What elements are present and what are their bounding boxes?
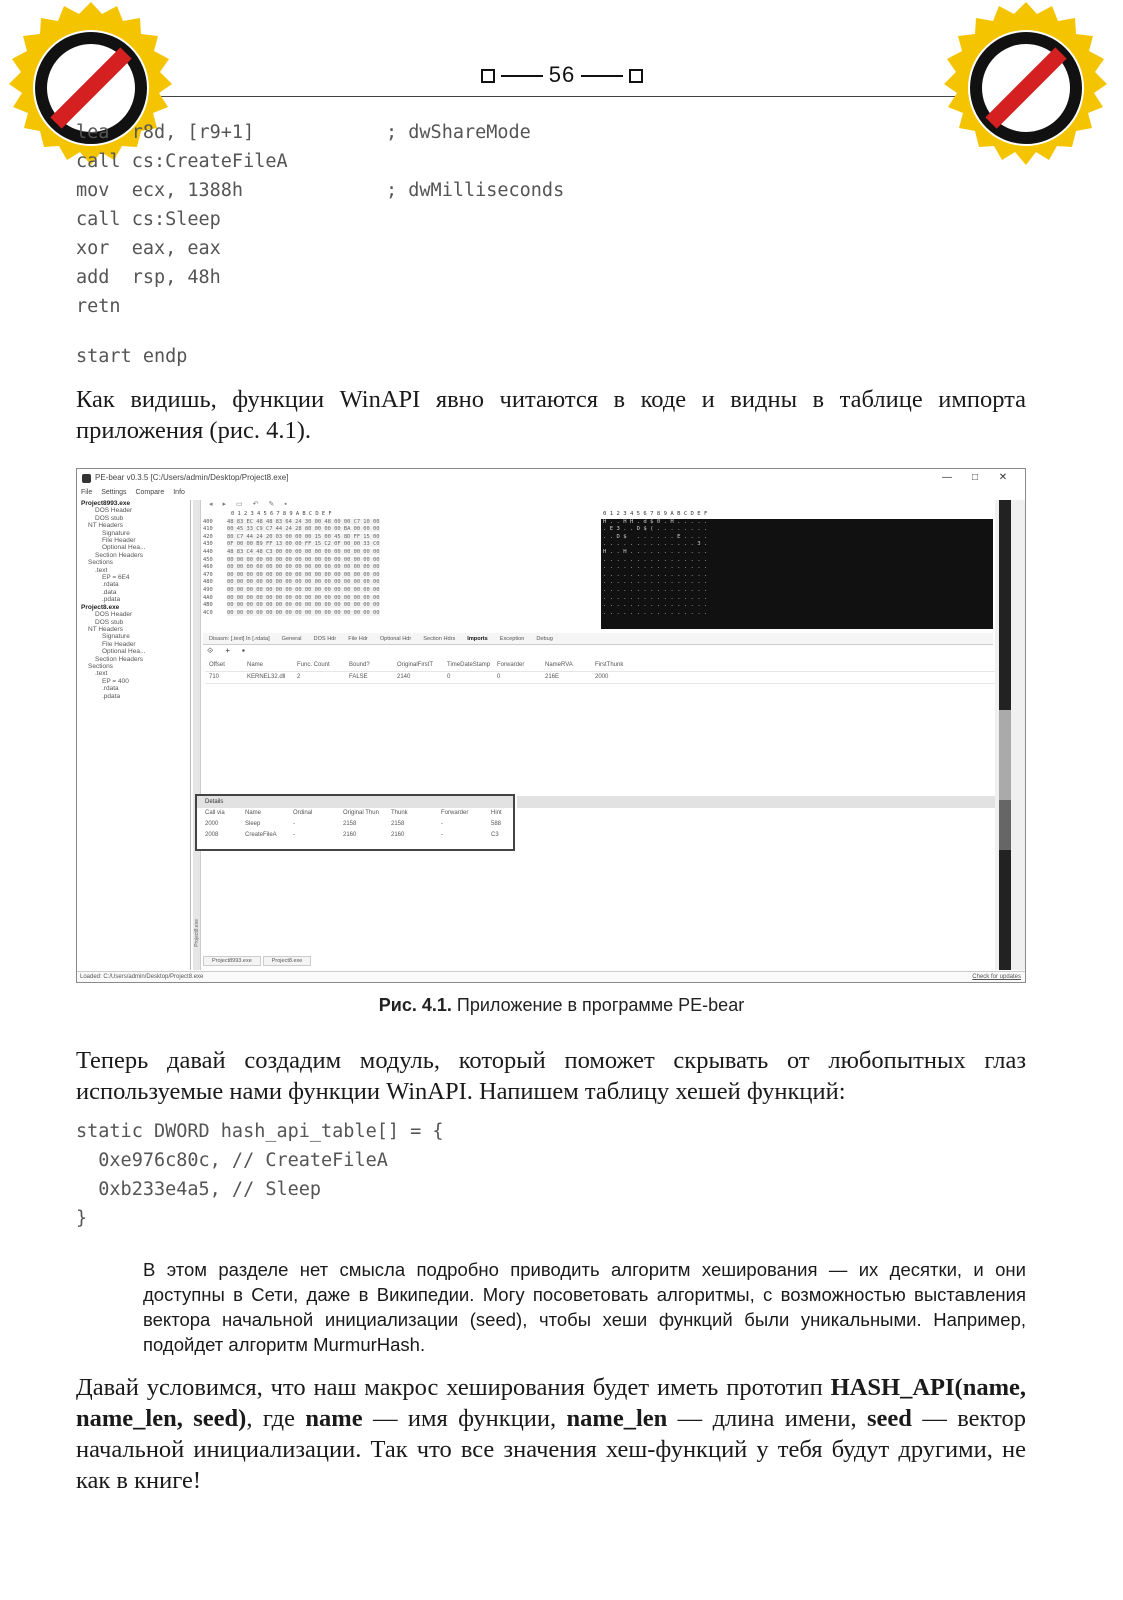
paragraph-hash-macro (76, 1372, 1026, 1496)
ascii-row: . . D $ . . . . . . E . . . . (603, 533, 708, 540)
copy-icon[interactable]: ▭ (236, 501, 243, 508)
hash-table-code (76, 1117, 444, 1233)
text-run: , где (246, 1405, 306, 1432)
imports-toolbar (207, 646, 257, 656)
table-row[interactable] (197, 830, 513, 841)
details-header-bar (517, 796, 995, 808)
section-tab[interactable]: Disasm: [.text] In [.rdata] (209, 636, 270, 642)
table-cell: 216E (545, 674, 560, 680)
asm-line (76, 118, 531, 147)
column-header[interactable]: Forwarder (441, 810, 469, 816)
table-cell: 2008 (205, 832, 219, 838)
ascii-row: H . . H . . . . . . . . . . . . (603, 548, 708, 555)
caption-text: Приложение в программе PE-bear (456, 995, 745, 1015)
table-cell: 2158 (343, 821, 357, 827)
add-icon[interactable]: + (225, 646, 230, 655)
page-header (72, 62, 1052, 96)
tree-item[interactable]: Section Headers (95, 655, 144, 663)
hex-row (203, 595, 598, 603)
section-tab[interactable]: DOS Hdr (313, 636, 337, 642)
tree-item[interactable]: .pdata (102, 692, 121, 700)
table-cell: 0 (447, 674, 451, 680)
file-tree (79, 500, 191, 970)
ascii-view[interactable] (601, 511, 993, 629)
hex-offset: 450 (203, 556, 213, 563)
column-header[interactable]: Offset (209, 662, 225, 668)
maximize-button[interactable]: □ (971, 472, 979, 483)
asm-line (76, 147, 288, 176)
filter-icon[interactable]: ⟐ (207, 646, 214, 655)
ascii-row: . . . . . . . . . . . . . . . . (603, 571, 708, 578)
asm-line (76, 176, 565, 205)
text-run: — вектор начальной инициализации. Так что все значения хеш-функций у тебя будут другими, не как в книге! (76, 1405, 1026, 1494)
header-dash (581, 75, 623, 77)
tree-item[interactable]: EP = 400 (102, 677, 129, 685)
asm-comment: ; dwMilliseconds (386, 180, 565, 201)
tree-item[interactable]: DOS Header (95, 611, 133, 619)
tree-item[interactable]: .data (102, 588, 117, 596)
asm-line (76, 292, 288, 321)
table-cell: FALSE (349, 674, 368, 680)
ascii-row: . . . . . . . . . . . . . . . . (603, 556, 708, 563)
page-number-row (72, 62, 1052, 88)
hex-bytes: 48 83 C4 48 C3 00 00 00 00 00 00 00 00 00 00 00 (227, 548, 380, 555)
hex-row (203, 610, 598, 618)
hex-offset: 440 (203, 548, 213, 555)
tree-item[interactable]: Sections (88, 559, 113, 567)
tree-item[interactable]: Section Headers (95, 551, 144, 559)
text-run: Давай условимся, что наш макрос хеширования будет иметь прототип (76, 1374, 831, 1401)
column-header[interactable]: Bound? (349, 662, 370, 668)
code-line: 0xb233e4a5, // Sleep (76, 1179, 322, 1200)
hex-row (203, 572, 598, 580)
hex-row (203, 579, 598, 587)
tree-item[interactable]: .rdata (102, 685, 119, 693)
table-cell: - (293, 821, 295, 827)
tree-item[interactable]: NT Headers (88, 522, 123, 530)
header-rule (72, 96, 1052, 97)
section-tab[interactable]: Exception (499, 636, 525, 642)
hex-row (203, 541, 598, 549)
asm-instruction: call cs:Sleep (76, 209, 221, 230)
header-square-icon (481, 69, 495, 83)
file-tab[interactable]: Project8.exe (263, 956, 312, 966)
asm-code-block (76, 118, 565, 321)
hex-bytes: 48 83 EC 48 48 83 64 24 30 00 48 00 00 C7 10 00 (227, 518, 380, 525)
menu-settings[interactable]: Settings (101, 489, 127, 496)
section-tab[interactable]: Imports (467, 636, 488, 642)
tree-item[interactable]: Signature (102, 529, 130, 537)
forward-arrow-icon[interactable]: ▸ (222, 501, 227, 508)
hex-offset: 4A0 (203, 594, 213, 601)
hex-bytes: 00 00 00 00 00 00 00 00 00 00 00 00 00 00 00 00 (227, 594, 380, 601)
column-header[interactable]: Forwarder (497, 662, 525, 668)
caption-label: Рис. 4.1. (378, 995, 452, 1015)
column-header[interactable]: Name (245, 810, 262, 816)
column-header[interactable]: TimeDateStamp (447, 662, 491, 668)
column-header[interactable]: Func. Count (297, 662, 330, 668)
page-number: 56 (548, 62, 576, 87)
table-cell: - (293, 832, 295, 838)
undo-icon[interactable]: ↶ (252, 501, 259, 508)
table-cell: - (441, 832, 443, 838)
hex-row (203, 602, 598, 610)
header-dash (501, 75, 543, 77)
hex-offset: 490 (203, 586, 213, 593)
hex-bytes: 00 00 00 00 00 00 00 00 00 00 00 00 00 00 00 00 (227, 571, 380, 578)
details-title: Details (197, 796, 513, 808)
column-header[interactable]: Ordinal (293, 810, 313, 816)
bold-run: HASH_API(name, name_len, seed) (76, 1374, 1026, 1432)
table-cell: KERNEL32.dll (247, 674, 286, 680)
menu-info[interactable]: Info (173, 489, 185, 496)
scrollbar-thumb-dark[interactable] (999, 800, 1011, 850)
back-arrow-icon[interactable]: ◂ (209, 501, 213, 508)
table-cell: 2140 (397, 674, 411, 680)
hex-bytes: 00 00 00 00 00 00 00 00 00 00 00 00 00 00 00 00 (227, 564, 380, 571)
hex-header: 0 1 2 3 4 5 6 7 8 9 A B C D E F (231, 511, 332, 517)
hex-offset: 480 (203, 579, 213, 586)
ascii-row: . . . . . . . . . . . . . . . . (603, 586, 708, 593)
code-line: } (76, 1208, 88, 1229)
section-tab[interactable]: Debug (536, 636, 553, 642)
column-header[interactable]: OriginalFirstT (397, 662, 434, 668)
column-header[interactable]: Hint (491, 810, 502, 816)
table-cell: 710 (209, 674, 220, 680)
asm-instruction: xor eax, eax (76, 238, 221, 259)
tree-item[interactable]: Sections (88, 662, 113, 670)
asm-instruction: call cs:CreateFileA (76, 151, 288, 172)
ascii-header: 0 1 2 3 4 5 6 7 8 9 A B C D E F (601, 511, 993, 519)
ascii-row: . . . . . . . . . . . . . . . . (603, 564, 708, 571)
table-cell: 2000 (595, 674, 609, 680)
hex-bytes: 00 00 00 00 00 00 00 00 00 00 00 00 00 00 00 00 (227, 602, 380, 609)
column-header[interactable]: Thunk (391, 810, 408, 816)
hex-offset: 4B0 (203, 602, 213, 609)
file-tabs (203, 956, 313, 966)
tree-item[interactable]: File Header (102, 537, 136, 545)
hex-offset: 4C0 (203, 609, 213, 616)
hex-row (203, 534, 598, 542)
table-cell: 2160 (343, 832, 357, 838)
save-icon[interactable]: ▪ (241, 646, 245, 655)
bold-run: seed (867, 1405, 912, 1432)
hex-offset: 400 (203, 518, 213, 525)
ascii-row: H . . H H . d $ 0 . H . . . . . (603, 518, 708, 525)
figure-caption (0, 995, 1123, 1016)
bold-run: name_len (566, 1405, 668, 1432)
hex-offset: 420 (203, 533, 213, 540)
column-header[interactable]: NameRVA (545, 662, 573, 668)
hex-offset: 410 (203, 526, 213, 533)
column-header[interactable]: FirstThunk (595, 662, 624, 668)
tree-item[interactable]: DOS stub (95, 618, 124, 626)
minimize-button[interactable]: — (942, 472, 952, 483)
table-cell: 0 (497, 674, 501, 680)
code-line: 0xe976c80c, // CreateFileA (76, 1150, 388, 1171)
table-cell: 588 (491, 821, 502, 827)
check-updates-link[interactable]: Check for updates (972, 974, 1021, 980)
hex-offset: 460 (203, 564, 213, 571)
table-cell: 2158 (391, 821, 405, 827)
tree-item[interactable]: DOS Header (95, 507, 133, 515)
ascii-row: . . . . . . . . . . . . . . . . (603, 579, 708, 586)
hex-row (203, 519, 598, 527)
header-square-icon (629, 69, 643, 83)
asm-comment: ; dwShareMode (386, 122, 531, 143)
table-cell: CreateFileA (245, 832, 277, 838)
tree-item[interactable]: Project8.exe (81, 603, 120, 611)
hex-offset: 430 (203, 541, 213, 548)
file-tab[interactable]: Project8993.exe (203, 956, 261, 966)
tree-item[interactable]: .text (95, 670, 108, 678)
column-header[interactable]: Name (247, 662, 264, 668)
hex-bytes: 80 C7 44 24 20 03 00 00 00 15 00 45 8D FF 15 00 (227, 533, 380, 540)
section-tab[interactable]: Section Hdrs (423, 636, 456, 642)
table-cell: 2 (297, 674, 301, 680)
hex-row (203, 564, 598, 572)
ascii-row: . . . . . . . . . . . . . . . . (603, 594, 708, 601)
text-run: — длина имени, (667, 1405, 867, 1432)
text-run: — имя функции, (362, 1405, 567, 1432)
tree-splitter[interactable] (193, 500, 201, 970)
scrollbar-thumb[interactable] (999, 710, 1011, 800)
details-header-row (197, 808, 513, 819)
asm-line (76, 234, 288, 263)
hex-bytes: 00 45 33 C9 C7 44 24 28 80 00 00 00 BA 00 00 00 (227, 526, 380, 533)
status-bar (77, 971, 1025, 982)
tree-item[interactable]: .rdata (102, 581, 119, 589)
side-label: Project8.exe (194, 919, 200, 947)
edit-icon[interactable]: ✎ (268, 501, 275, 508)
section-tab[interactable]: File Hdr (348, 636, 368, 642)
hex-view[interactable] (203, 511, 598, 629)
asm-instruction: mov ecx, 1388h (76, 180, 244, 201)
close-button[interactable]: ✕ (998, 472, 1008, 483)
section-tab[interactable]: Optional Hdr (379, 636, 412, 642)
menu-compare[interactable]: Compare (135, 489, 165, 496)
tree-item[interactable]: Optional Hea... (102, 544, 146, 552)
hex-bytes: 0F 00 00 B9 FF 13 00 00 FF 15 C2 0F 00 00 33 C0 (227, 541, 380, 548)
hex-row (203, 549, 598, 557)
ascii-row: . . . . . . . . . . . . . . 3 . (603, 541, 708, 548)
section-tab[interactable]: General (281, 636, 302, 642)
code-line: static DWORD hash_api_table[] = { (76, 1121, 444, 1142)
window-title: PE-bear v0.3.5 [C:/Users/admin/Desktop/Project8.exe] (95, 473, 289, 482)
menu-bar (77, 487, 1025, 499)
hex-bytes: 00 00 00 00 00 00 00 00 00 00 00 00 00 00 00 00 (227, 579, 380, 586)
tree-item[interactable]: Signature (102, 633, 130, 641)
hex-row (203, 526, 598, 534)
menu-file[interactable]: File (81, 489, 93, 496)
hex-bytes: 00 00 00 00 00 00 00 00 00 00 00 00 00 00 00 00 (227, 556, 380, 563)
ascii-row: . . . . . . . . . . . . . . . . (603, 602, 708, 609)
tree-item[interactable]: .pdata (102, 596, 121, 604)
ascii-row: . . . . . . . . . . . . . . . . (603, 609, 708, 616)
hex-bytes: 00 00 00 00 00 00 00 00 00 00 00 00 00 00 00 00 (227, 586, 380, 593)
imports-header-row (205, 660, 995, 672)
table-cell: 2000 (205, 821, 219, 827)
hex-bytes: 00 00 00 00 00 00 00 00 00 00 00 00 00 00 00 00 (227, 609, 380, 616)
tree-item[interactable]: DOS stub (95, 514, 124, 522)
ascii-row: . E 3 . . D $ ( . . . . . . . . (603, 526, 708, 533)
pdf-xchange-badge-right[interactable] (935, 0, 1117, 182)
table-cell: 2160 (391, 832, 405, 838)
asm-instruction: add rsp, 48h (76, 267, 221, 288)
import-details-box (195, 794, 515, 851)
hex-toolbar (203, 500, 1003, 511)
bold-run: name (305, 1405, 363, 1432)
asm-end-line: start endp (76, 346, 188, 367)
status-text: Loaded: C:/Users/admin/Desktop/Project8.exe (80, 974, 204, 980)
asm-line (76, 205, 288, 234)
save-icon[interactable]: ▪ (284, 501, 287, 508)
paragraph-imports-intro: Как видишь, функции WinAPI явно читаются в коде и видны в таблице импорта приложения (рис. 4.1). (76, 386, 1026, 444)
hex-row (203, 557, 598, 565)
tree-item[interactable]: EP = 6E4 (102, 574, 130, 582)
asm-instruction: retn (76, 296, 132, 317)
table-cell: C3 (491, 832, 499, 838)
hashing-note: В этом разделе нет смысла подробно приводить алгоритм хеширования — их десятки, и они доступны в Сети, даже в Википедии. Могу посоветовать алгоритмы, с возможностью выставления вектора начальной инициализации (seed), чтобы хеши функций были уникальными. Например, подойдет алгоритм MurmurHash. (143, 1259, 1026, 1355)
table-cell: Sleep (245, 821, 261, 827)
table-cell: - (441, 821, 443, 827)
window-buttons (933, 469, 1017, 487)
tree-item[interactable]: File Header (102, 640, 136, 648)
pe-bear-screenshot (76, 468, 1026, 983)
table-row[interactable] (205, 672, 995, 684)
tree-item[interactable]: .text (95, 566, 108, 574)
column-header[interactable]: Call via (205, 810, 225, 816)
hex-offset: 470 (203, 571, 213, 578)
imports-table (205, 660, 995, 684)
column-header[interactable]: Original Thun (343, 810, 379, 816)
hex-row (203, 587, 598, 595)
paragraph-hash-table-intro: Теперь давай создадим модуль, который поможет скрывать от любопытных глаз используемые нами функции WinAPI. Напишем таблицу хешей функций: (76, 1047, 1026, 1105)
tree-item[interactable]: Project8993.exe (81, 500, 131, 507)
asm-line (76, 263, 288, 292)
right-scrollbar[interactable] (995, 500, 1025, 970)
asm-instruction: lea r8d, [r9+1] (76, 122, 255, 143)
tree-item[interactable]: Optional Hea... (102, 648, 146, 656)
tree-item[interactable]: NT Headers (88, 625, 123, 633)
table-row[interactable] (197, 819, 513, 830)
section-tabs (203, 633, 993, 645)
